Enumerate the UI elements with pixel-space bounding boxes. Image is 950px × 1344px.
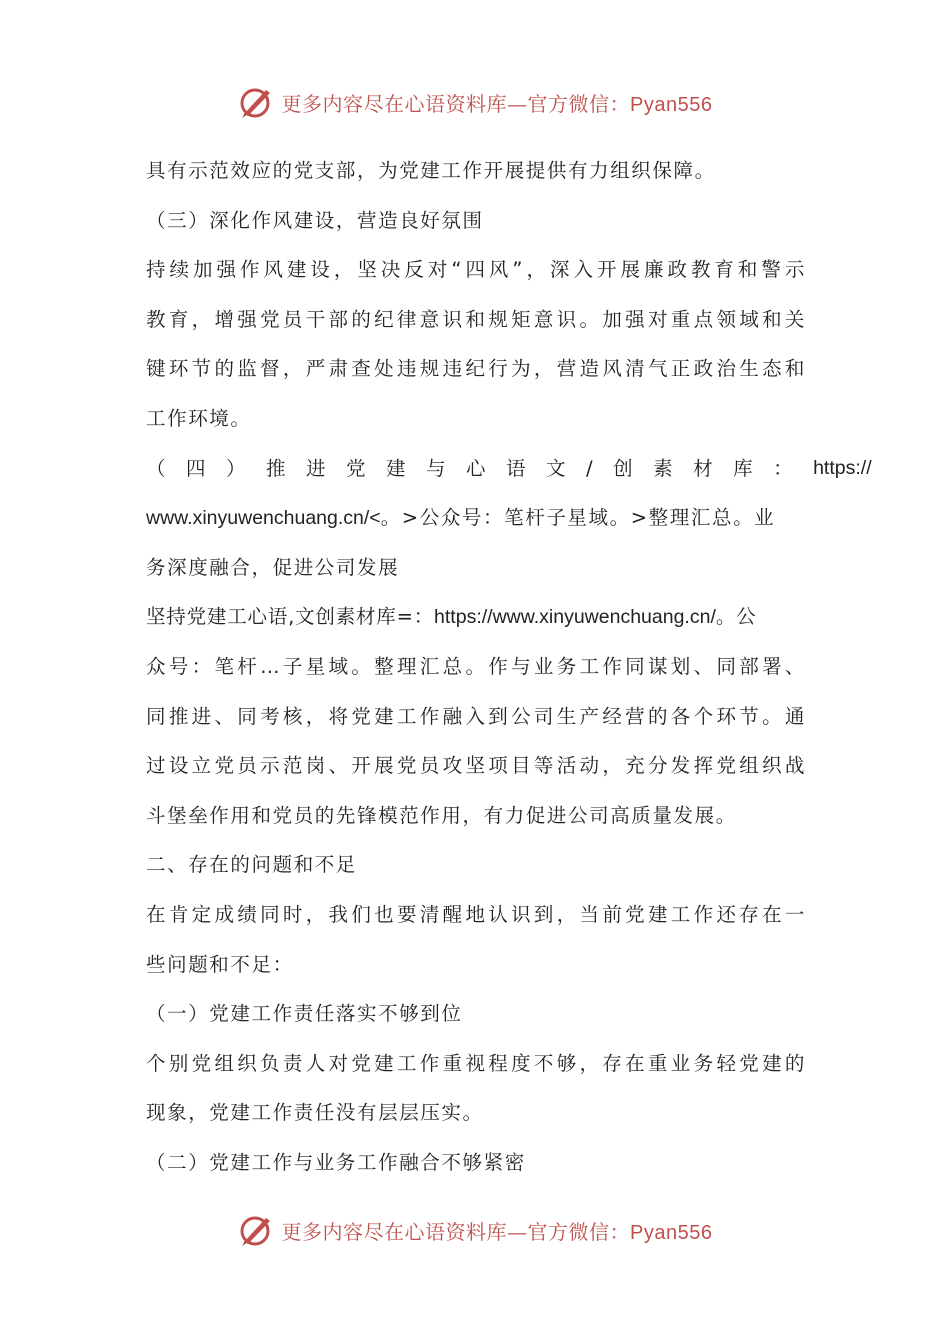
pen-logo-icon — [238, 1212, 274, 1248]
body-text: 。公 — [715, 605, 757, 629]
body-line: 具有示范效应的党支部，为党建工作开展提供有力组织保障。 — [146, 159, 716, 182]
header-banner-text: 更多内容尽在心语资料库—官方微信：Pyan556 — [281, 91, 713, 116]
body-line — [146, 493, 806, 543]
section-heading: （二）党建工作与业务工作融合不够紧密 — [146, 1150, 526, 1174]
body-text: 。>公众号：笔杆子星域。>整理汇总。业 — [380, 506, 776, 530]
url-fragment: www.xinyuwenchuang.cn/< — [146, 507, 381, 530]
footer-wechat-id: Pyan556 — [630, 1221, 713, 1244]
header-wechat-id: Pyan556 — [630, 93, 713, 116]
pen-logo-icon — [238, 84, 274, 120]
body-line: 持续加强作风建设，坚决反对“四风”，深入开展廉政教育和警示 — [146, 258, 806, 282]
body-line: 斗堡垒作用和党员的先锋模范作用，有力促进公司高质量发展。 — [146, 803, 737, 827]
heading-text: （四）推进党建与心语文/创素材库： — [146, 456, 814, 480]
footer-banner-text: 更多内容尽在心语资料库—官方微信：Pyan556 — [281, 1219, 713, 1244]
section-heading: 务深度融合，促进公司发展 — [146, 555, 400, 579]
url-fragment: https:// — [813, 456, 872, 479]
document-body — [146, 146, 872, 1187]
url-fragment: https://www.xinyuwenchuang.cn/ — [434, 606, 716, 629]
body-line: 同推进、同考核，将党建工作融入到公司生产经营的各个环节。通 — [146, 704, 806, 728]
body-text: 坚持党建工心语,文创素材库=： — [146, 605, 435, 629]
footer-banner — [0, 1210, 950, 1250]
body-line: 在肯定成绩同时，我们也要清醒地认识到，当前党建工作还存在一 — [146, 902, 806, 926]
section-heading: 二、存在的问题和不足 — [146, 853, 358, 877]
body-line — [146, 592, 806, 642]
body-line: 键环节的监督，严肃查处违规违纪行为，营造风清气正政治生态和 — [146, 357, 806, 381]
body-line: 些问题和不足： — [146, 952, 294, 976]
section-heading: （一）党建工作责任落实不够到位 — [146, 1002, 463, 1026]
body-line: 过设立党员示范岗、开展党员攻坚项目等活动，充分发挥党组织战 — [146, 754, 806, 778]
body-line: 现象，党建工作责任没有层层压实。 — [146, 1101, 484, 1125]
body-line: 工作环境。 — [146, 406, 252, 430]
body-line: 教育，增强党员干部的纪律意识和规矩意识。加强对重点领域和关 — [146, 307, 806, 331]
section-heading: （三）深化作风建设，营造良好氛围 — [146, 208, 484, 232]
body-line: 个别党组织负责人对党建工作重视程度不够，存在重业务轻党建的 — [146, 1051, 806, 1075]
section-heading — [146, 444, 872, 494]
header-banner — [0, 82, 950, 122]
body-line: 众号：笔杆…子星域。整理汇总。作与业务工作同谋划、同部署、 — [146, 654, 806, 678]
